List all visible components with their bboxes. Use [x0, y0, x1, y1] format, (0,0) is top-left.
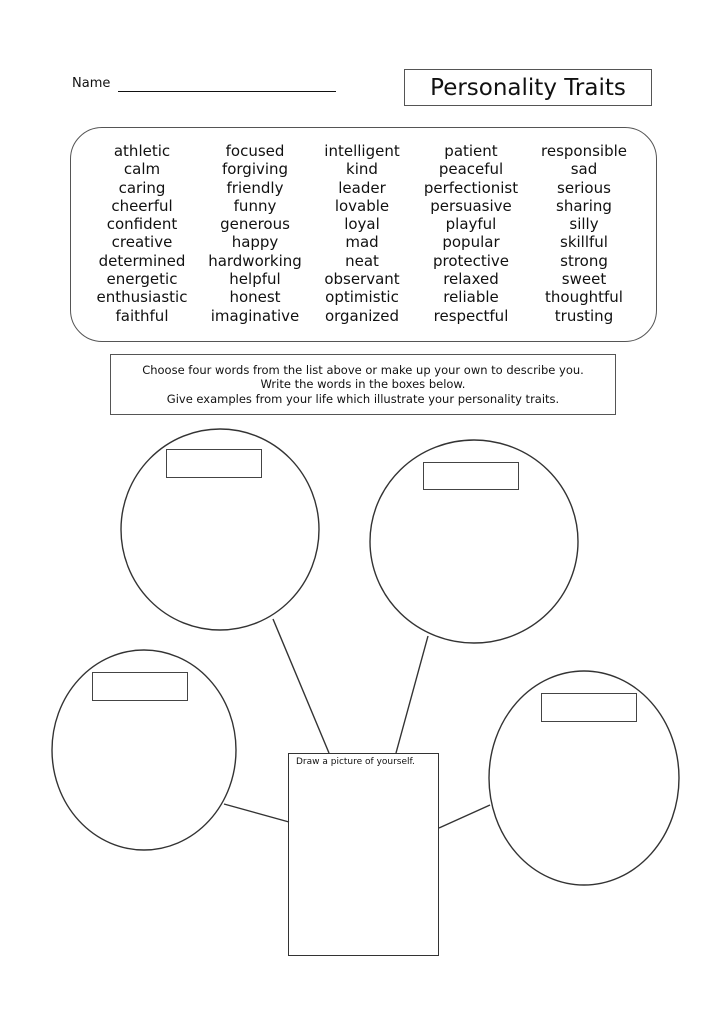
word: relaxed	[443, 270, 499, 289]
word: happy	[231, 233, 279, 252]
connector-line	[224, 804, 289, 822]
word: sad	[570, 160, 598, 179]
instruction-line: Choose four words from the list above or make up your own to describe you.	[142, 362, 584, 377]
word: caring	[118, 178, 166, 197]
word: lovable	[334, 196, 390, 215]
instruction-line: Write the words in the boxes below.	[260, 377, 466, 392]
word: reliable	[443, 288, 499, 307]
word: hardworking	[208, 251, 302, 270]
word: serious	[557, 178, 611, 197]
word: thoughtful	[545, 288, 623, 307]
word: energetic	[106, 270, 178, 289]
word: perfectionist	[423, 178, 519, 197]
word: loyal	[344, 215, 380, 234]
trait-2-label-box[interactable]	[423, 462, 519, 490]
word: protective	[432, 251, 510, 270]
word: persuasive	[430, 196, 512, 215]
word: helpful	[229, 270, 281, 289]
word: observant	[324, 270, 400, 289]
word: funny	[233, 196, 277, 215]
word: trusting	[554, 306, 614, 325]
word: focused	[225, 142, 285, 160]
word: honest	[229, 288, 281, 307]
word: patient	[444, 142, 498, 160]
word: determined	[98, 251, 186, 270]
word: calm	[123, 160, 161, 179]
word: optimistic	[325, 288, 399, 307]
word: popular	[442, 233, 500, 252]
word: neat	[345, 251, 379, 270]
word: strong	[560, 251, 608, 270]
connector-line	[439, 805, 490, 828]
word: peaceful	[438, 160, 504, 179]
word: mad	[345, 233, 379, 252]
word: responsible	[541, 142, 627, 160]
word: leader	[338, 178, 386, 197]
word: kind	[346, 160, 378, 179]
word: sweet	[561, 270, 607, 289]
page-title-text: Personality Traits	[430, 74, 626, 101]
word: creative	[111, 233, 173, 252]
word: silly	[569, 215, 599, 234]
self-portrait-caption: Draw a picture of yourself.	[296, 757, 415, 767]
name-label: Name	[72, 76, 111, 91]
word: skillful	[560, 233, 608, 252]
trait-4-label-box[interactable]	[541, 693, 637, 722]
word: enthusiastic	[96, 288, 188, 307]
word: faithful	[115, 306, 169, 325]
word: respectful	[433, 306, 509, 325]
word: sharing	[556, 196, 612, 215]
word: cheerful	[111, 196, 173, 215]
trait-3-label-box[interactable]	[92, 672, 188, 701]
word: organized	[324, 306, 400, 325]
word: friendly	[226, 178, 284, 197]
self-portrait-box[interactable]	[288, 753, 439, 956]
trait-1-label-box[interactable]	[166, 449, 262, 478]
connector-line	[396, 636, 428, 753]
connector-line	[273, 619, 329, 753]
instruction-line: Give examples from your life which illustrate your personality traits.	[166, 391, 560, 406]
word: generous	[220, 215, 290, 234]
word: playful	[445, 215, 497, 234]
word: athletic	[113, 142, 171, 160]
word: imaginative	[210, 306, 300, 325]
word: forgiving	[221, 160, 289, 179]
word: intelligent	[324, 142, 400, 160]
word: confident	[106, 215, 178, 234]
